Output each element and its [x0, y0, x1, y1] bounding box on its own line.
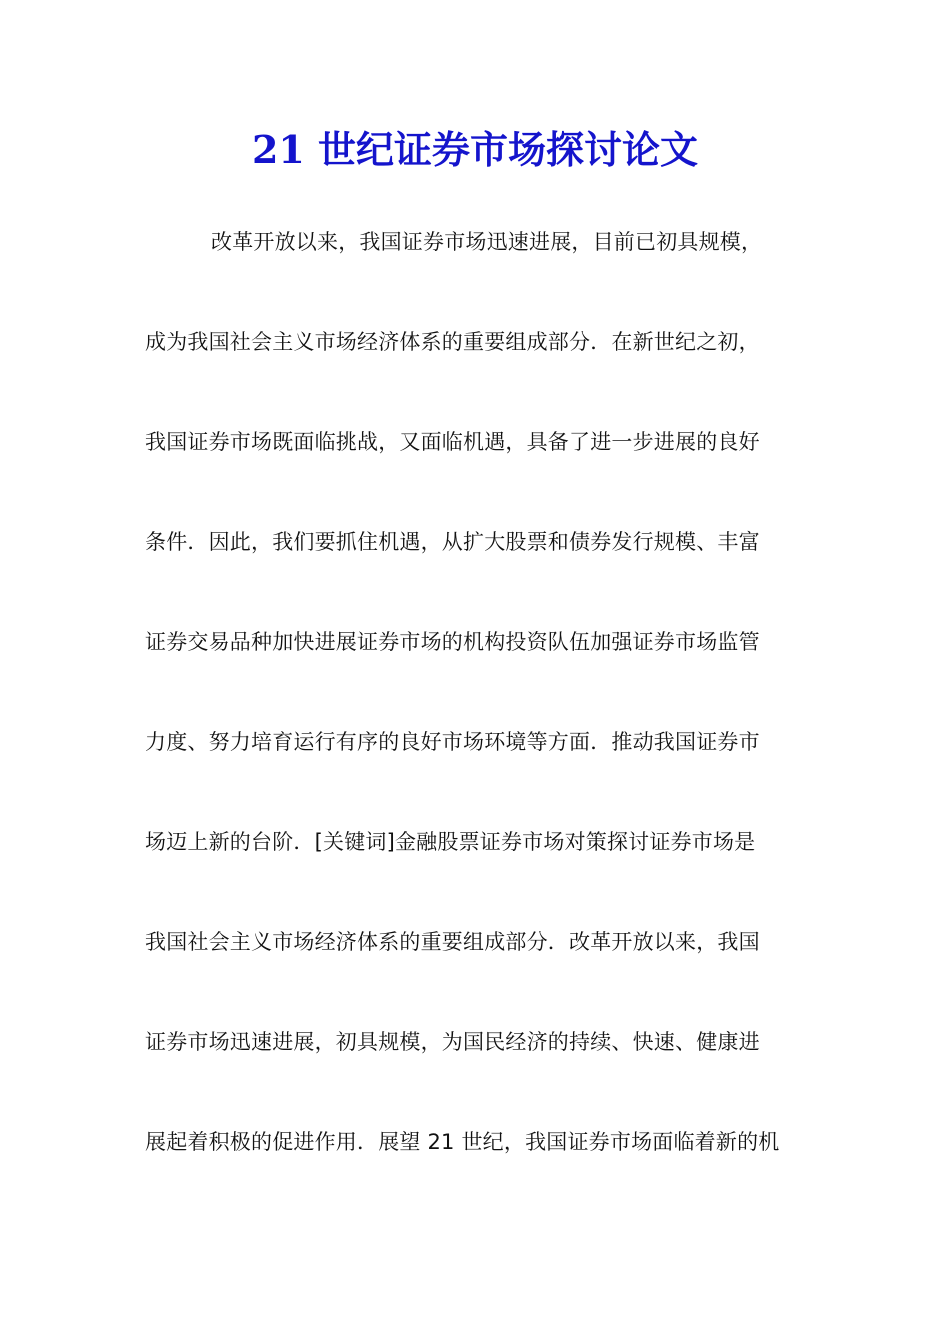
paragraph-line: 我国社会主义市场经济体系的重要组成部分．改革开放以来，我国	[145, 930, 760, 954]
paragraph-line: 成为我国社会主义市场经济体系的重要组成部分．在新世纪之初，	[145, 330, 760, 354]
paragraph-line: 改革开放以来，我国证券市场迅速进展，目前已初具规模，	[211, 230, 763, 254]
paragraph-line: 我国证券市场既面临挑战，又面临机遇，具备了进一步进展的良好	[145, 430, 760, 454]
paragraph-line: 证券交易品种加快进展证券市场的机构投资队伍加强证券市场监管	[145, 630, 760, 654]
paragraph-line: 场迈上新的台阶．[关键词]金融股票证券市场对策探讨证券市场是	[145, 830, 756, 854]
paragraph-line: 力度、努力培育运行有序的良好市场环境等方面．推动我国证券市	[145, 730, 760, 754]
paragraph-line: 条件．因此，我们要抓住机遇，从扩大股票和债券发行规模、丰富	[145, 530, 760, 554]
paragraph-line: 展起着积极的促进作用．展望 21 世纪，我国证券市场面临着新的机	[145, 1130, 780, 1154]
document-body	[145, 222, 810, 1222]
document-title: 21 世纪证券市场探讨论文	[251, 127, 699, 172]
paragraph-line: 证券市场迅速进展，初具规模，为国民经济的持续、快速、健康进	[145, 1030, 760, 1054]
